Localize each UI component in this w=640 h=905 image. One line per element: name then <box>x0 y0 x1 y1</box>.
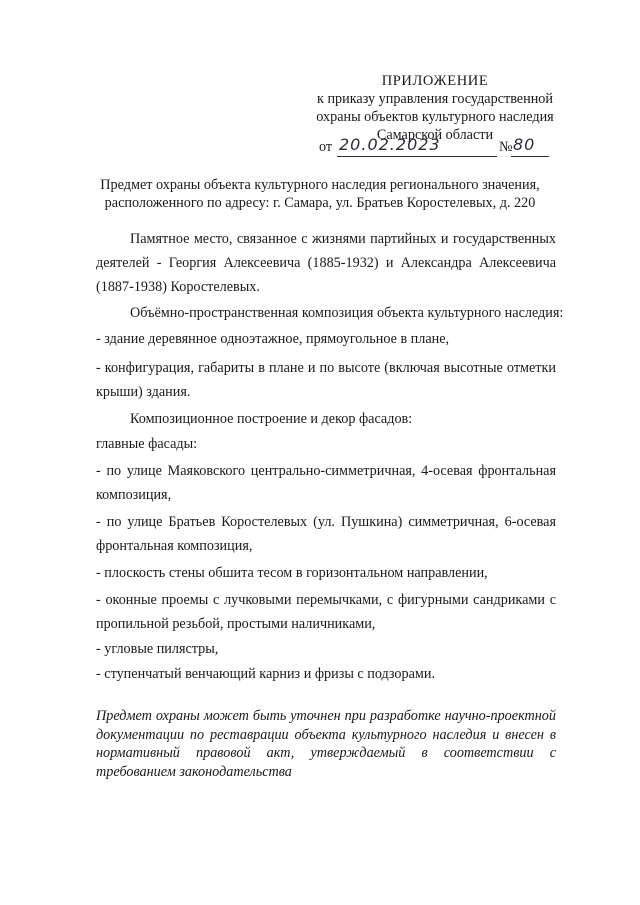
facade-item-6: - ступенчатый венчающий карниз и фризы с подзорами. <box>96 666 436 682</box>
heading-line-2: расположенного по адресу: г. Самара, ул. Братьев Коростелевых, д. 220 <box>104 195 536 211</box>
volume-heading: Объёмно-пространственная композиция объекта культурного наследия: <box>130 305 564 321</box>
appendix-header <box>300 72 570 144</box>
date-underline <box>337 156 497 157</box>
facade-item-4: - оконные проемы с лучковыми перемычками, с фигурными сандриками с пропильной резьбой, простыми наличниками, <box>96 592 556 632</box>
order-date-handwritten: 20.02.2023 <box>339 135 441 154</box>
order-date-number-line <box>319 135 559 159</box>
number-prefix: № <box>499 139 513 155</box>
facade-item-1: - по улице Маяковского центрально-симметричная, 4-осевая фронтальная композиция, <box>96 463 556 503</box>
appendix-line-region: Самарской области <box>376 127 494 143</box>
appendix-title: ПРИЛОЖЕНИЕ <box>381 73 489 89</box>
appendix-line-order: к приказу управления государственной <box>317 91 553 107</box>
facades-label: главные фасады: <box>96 436 198 452</box>
composition-heading: Композиционное построение и декор фасадов: <box>130 411 413 427</box>
order-number-handwritten: 80 <box>513 135 536 154</box>
number-underline <box>511 156 549 157</box>
volume-item-1: - здание деревянное одноэтажное, прямоугольное в плане, <box>96 331 450 347</box>
heading-line-1: Предмет охраны объекта культурного наследия регионального значения, <box>100 177 540 193</box>
date-prefix: от <box>319 139 333 155</box>
document-heading <box>80 176 560 212</box>
volume-item-2: - конфигурация, габариты в плане и по высоте (включая высотные отметки крыши) здания. <box>96 360 556 400</box>
intro-paragraph: Памятное место, связанное с жизнями партийных и государственных деятелей - Георгия Алексеевича (1885-1932) и Александра Алексеевича (1887-1938) Коростелевых. <box>96 231 556 295</box>
facade-item-3: - плоскость стены обшита тесом в горизонтальном направлении, <box>96 565 488 581</box>
appendix-line-authority: охраны объектов культурного наследия <box>316 109 554 125</box>
facade-item-5: - угловые пилястры, <box>96 641 219 657</box>
amendment-note: Предмет охраны может быть уточнен при разработке научно-проектной документации по реставрации объекта культурного наследия и внесен в нормативный правовой акт, утверждаемый в соответствии с требованием законодательства <box>96 708 556 780</box>
facade-item-2: - по улице Братьев Коростелевых (ул. Пушкина) симметричная, 6-осевая фронтальная композиция, <box>96 514 556 554</box>
